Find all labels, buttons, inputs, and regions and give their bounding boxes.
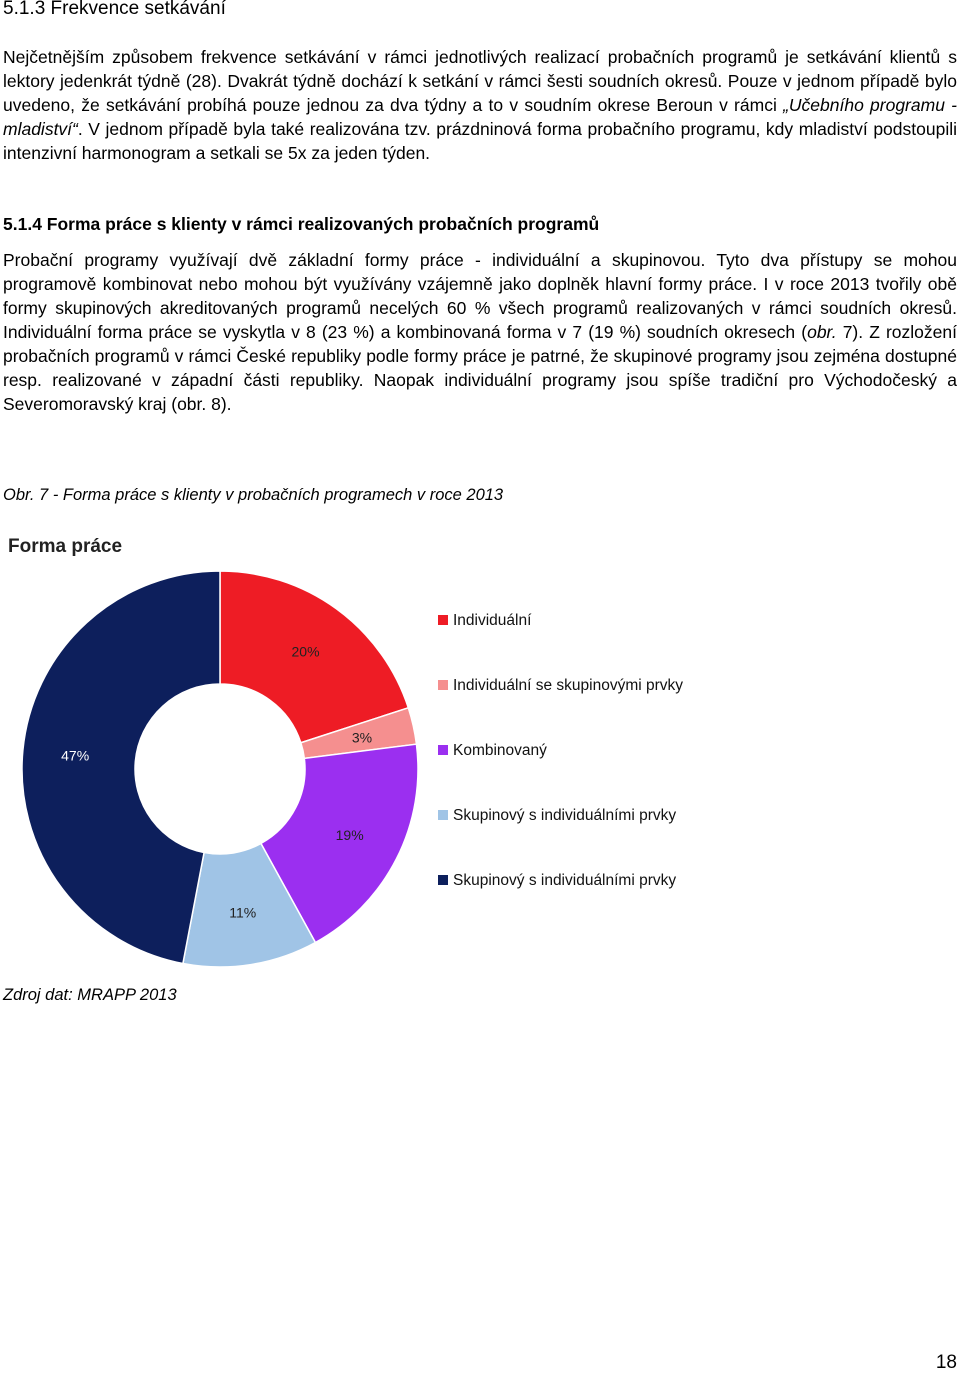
legend-swatch [438,810,448,820]
legend-label: Skupinový s individuálními prvky [453,807,677,824]
paragraph-forma-prace [3,248,957,416]
legend-swatch [438,680,448,690]
paragraph-frekvence [3,45,957,165]
paragraph-text: Probační programy využívají dvě základní formy práce - individuální a skupinovou. Tyto dva přístupy se mohou programově kombinovat nebo mohou být využívány vzájemně jako doplněk hlavní formy práce. I v roce 2013 tvořily obě formy skupinových akreditovaných programů necelých 60 % všech programů realizovaných v rámci soudních okresů. Individuální forma práce se vyskytla v 8 (23 %) a kombinovaná forma v 7 (19 %) soudních okresech ( [3,250,957,342]
legend-label: Individuální se skupinovými prvky [453,677,684,694]
slice-value-label: 19% [335,827,364,844]
section-heading-frekvence: 5.1.3 Frekvence setkávání [3,0,226,19]
data-source: Zdroj dat: MRAPP 2013 [3,986,177,1004]
slice-value-label: 47% [61,747,90,764]
legend-swatch [438,615,448,625]
figure-reference: obr. [807,322,837,342]
donut-slice [22,571,220,963]
chart-title: Forma práce [8,536,123,557]
legend-label: Skupinový s individuálními prvky [453,872,677,889]
figure-caption: Obr. 7 - Forma práce s klienty v probačních programech v roce 2013 [3,486,504,504]
paragraph-text: . V jednom případě byla také realizována tzv. prázdninová forma probačního programu, kdy mladiství podstoupili intenzivní harmonogram a setkali se 5x za jeden týden. [3,119,957,163]
program-name: „Učebního programu - mladiství“ [3,95,957,139]
legend-label: Individuální [453,612,532,629]
chart-legend [438,612,683,889]
slice-value-label: 11% [229,904,257,921]
paragraph-text: 7). Z rozložení probačních programů v rámci České republiky podle formy práce je patrné, že skupinové programy jsou zejména dostupné resp. realizované v západní části republiky. Naopak individuální programy jsou spíše tradiční pro Východočeský a Severomoravský kraj (obr. 8). [3,322,957,414]
slice-value-label: 3% [351,729,373,746]
chart-slices [22,571,418,967]
legend-label: Kombinovaný [453,742,547,759]
paragraph-text: Nejčetnějším způsobem frekvence setkávání v rámci jednotlivých realizací probačních programů je setkávání klientů s lektory jedenkrát týdně (28). Dvakrát týdně dochází k setkání v rámci šesti soudních okresů. Pouze v jednom případě bylo uvedeno, že setkávání probíhá pouze jednou za dva týdny a to v soudním okrese Beroun v rámci [3,47,957,115]
donut-chart [0,525,960,975]
slice-value-label: 20% [291,643,320,660]
legend-swatch [438,745,448,755]
page-number: 18 [935,1352,957,1373]
legend-swatch [438,875,448,885]
section-heading-forma-prace: 5.1.4 Forma práce s klienty v rámci realizovaných probačních programů [3,214,600,234]
